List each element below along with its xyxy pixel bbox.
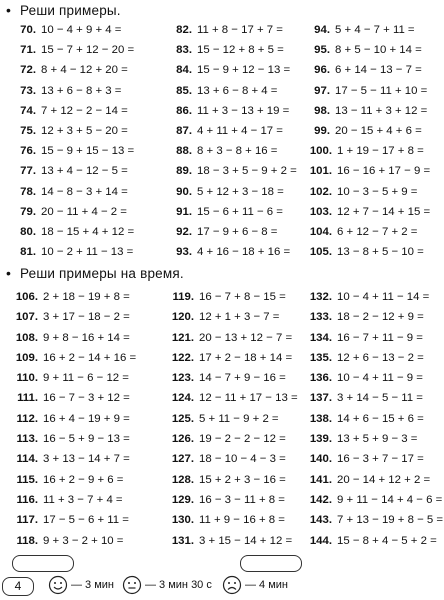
exercise-expression: 2 + 18 − 19 + 8 = (43, 291, 130, 303)
exercise-expression: 18 − 10 − 4 − 3 = (199, 453, 286, 466)
exercise (296, 60, 444, 80)
exercise-expression: 15 − 7 + 12 − 20 = (41, 44, 135, 57)
exercise-expression: 3 + 13 − 14 + 7 = (43, 453, 130, 466)
exercise-number: 76. (20, 145, 36, 158)
exercise (158, 429, 296, 449)
exercise-number: 107. (15, 311, 38, 324)
exercise (158, 60, 296, 80)
exercise-number: 105. (309, 246, 332, 259)
exercise (296, 182, 444, 202)
exercise-expression: 12 + 3 + 5 − 20 = (41, 124, 128, 137)
exercise (296, 242, 444, 262)
exercise-expression: 14 + 6 − 15 + 6 = (337, 412, 424, 425)
exercise-number: 131. (171, 534, 194, 547)
exercise-expression: 8 + 5 − 10 + 14 = (335, 44, 422, 57)
bullet-icon: • (6, 265, 12, 281)
exercise (158, 81, 296, 101)
exercise-number: 90. (176, 185, 192, 198)
exercise-expression: 16 + 4 − 19 + 9 = (43, 412, 130, 425)
exercise-number: 74. (20, 104, 36, 117)
exercise-number: 135. (309, 351, 332, 364)
exercise-number: 84. (176, 64, 192, 77)
exercise-expression: 10 − 2 + 11 − 13 = (41, 246, 134, 259)
exercise-expression: 11 + 9 − 16 + 8 = (199, 514, 285, 527)
exercise-number: 72. (20, 64, 36, 77)
exercise (158, 20, 296, 40)
exercise-expression: 13 − 11 + 3 + 12 = (335, 104, 428, 117)
exercise-number: 143. (309, 514, 332, 527)
exercise-number: 120. (171, 311, 194, 324)
exercise (296, 328, 444, 348)
exercise-expression: 18 − 2 − 12 + 9 = (337, 311, 424, 324)
bullet-icon: • (6, 2, 12, 18)
exercise (296, 348, 444, 368)
exercise-expression: 7 + 12 − 2 − 14 = (41, 104, 128, 117)
exercise (2, 510, 158, 530)
exercise-number: 88. (176, 145, 192, 158)
exercise-expression: 16 + 2 − 9 + 6 = (43, 473, 124, 486)
exercise-number: 103. (309, 205, 332, 218)
exercise-expression: 12 + 1 + 3 − 7 = (199, 311, 280, 324)
exercise-expression: 5 + 11 − 9 + 2 = (199, 412, 279, 425)
exercise-number: 142. (309, 493, 332, 506)
exercise-expression: 15 − 9 + 15 − 13 = (41, 145, 135, 158)
section-1-title: • Реши примеры. (6, 2, 121, 18)
exercise-expression: 9 + 8 − 16 + 14 = (43, 331, 130, 344)
exercise (158, 470, 296, 490)
exercise (158, 449, 296, 469)
exercise-number: 130. (171, 514, 194, 527)
exercise-expression: 3 + 17 − 18 − 2 = (43, 311, 130, 324)
exercise-number: 81. (20, 246, 36, 259)
exercise-expression: 8 + 4 − 12 + 20 = (41, 64, 128, 77)
exercise-expression: 13 − 8 + 5 − 10 = (337, 246, 424, 259)
exercise (296, 388, 444, 408)
exercise-number: 95. (314, 44, 330, 57)
exercise-expression: 14 − 7 + 9 − 16 = (199, 372, 286, 385)
exercise (296, 161, 444, 181)
exercise-number: 99. (314, 124, 330, 137)
exercise (158, 40, 296, 60)
exercise (2, 388, 158, 408)
exercise-expression: 16 − 7 + 8 − 15 = (199, 291, 286, 303)
exercises-grid-1 (2, 20, 444, 262)
exercise (2, 60, 158, 80)
exercise-number: 104. (309, 225, 332, 238)
exercise-number: 77. (20, 165, 36, 178)
exercise (2, 121, 158, 141)
exercise-number: 78. (20, 185, 36, 198)
exercise-number: 79. (20, 205, 36, 218)
exercise-number: 114. (16, 453, 38, 466)
exercise-number: 91. (176, 205, 192, 218)
exercise-number: 97. (314, 84, 330, 97)
exercise-expression: 13 + 6 − 8 + 4 = (197, 84, 278, 97)
exercise-expression: 7 + 13 − 19 + 8 − 5 = (337, 514, 444, 527)
exercise-number: 87. (176, 124, 192, 137)
exercise (2, 202, 158, 222)
exercise (296, 101, 444, 121)
exercise (296, 531, 444, 551)
exercise-expression: 4 + 11 + 4 − 17 = (197, 124, 283, 137)
exercise-expression: 12 − 11 + 17 − 13 = (199, 392, 298, 405)
exercise (158, 121, 296, 141)
exercise-number: 101. (309, 165, 332, 178)
exercise-number: 121. (171, 331, 194, 344)
exercise-number: 126. (171, 433, 194, 446)
exercise (158, 222, 296, 242)
exercise-expression: 20 − 11 + 4 − 2 = (41, 205, 127, 218)
exercise-expression: 6 + 14 − 13 − 7 = (335, 64, 422, 77)
exercise (2, 470, 158, 490)
exercise (296, 470, 444, 490)
exercise-number: 128. (171, 473, 194, 486)
exercise-number: 82. (176, 24, 192, 36)
exercise-number: 80. (20, 225, 36, 238)
time-answer-box-left[interactable] (12, 555, 74, 572)
exercise-expression: 8 + 3 − 8 + 16 = (197, 145, 278, 158)
footer (0, 555, 444, 600)
exercise-expression: 6 + 12 − 7 + 2 = (337, 225, 418, 238)
exercise-expression: 16 − 7 − 3 + 12 = (43, 392, 130, 405)
exercise-expression: 12 + 7 − 14 + 15 = (337, 205, 431, 218)
exercise (2, 101, 158, 121)
section-2-title: • Реши примеры на время. (6, 265, 184, 281)
exercise-number: 144. (309, 534, 332, 547)
exercise (2, 182, 158, 202)
exercise (2, 348, 158, 368)
exercise (2, 222, 158, 242)
exercise-number: 116. (16, 493, 38, 506)
exercise-expression: 10 − 3 − 5 + 9 = (337, 185, 418, 198)
exercise (2, 429, 158, 449)
exercise-number: 85. (176, 84, 192, 97)
exercise-expression: 20 − 14 + 12 + 2 = (337, 473, 431, 486)
exercise (296, 490, 444, 510)
exercise-number: 127. (171, 453, 194, 466)
exercise-expression: 5 + 4 − 7 + 11 = (335, 24, 415, 36)
exercise (2, 490, 158, 510)
exercise-number: 118. (16, 534, 38, 547)
exercise-number: 102. (309, 185, 332, 198)
exercise (296, 202, 444, 222)
exercise (2, 307, 158, 327)
exercise-expression: 17 + 2 − 18 + 14 = (199, 351, 293, 364)
exercise (296, 307, 444, 327)
exercise-number: 136. (309, 372, 332, 385)
exercise-number: 139. (309, 433, 332, 446)
exercise (296, 121, 444, 141)
exercise-number: 94. (314, 24, 330, 36)
exercise-number: 70. (20, 24, 36, 36)
exercise (2, 368, 158, 388)
exercise (2, 81, 158, 101)
exercise-expression: 13 + 5 + 9 − 3 = (337, 433, 418, 446)
exercises-grid-2 (2, 287, 444, 551)
exercise-number: 141. (309, 473, 332, 486)
exercise (296, 368, 444, 388)
exercise-expression: 16 + 2 − 14 + 16 = (43, 351, 137, 364)
exercise-number: 96. (314, 64, 330, 77)
exercise-number: 122. (171, 351, 194, 364)
exercise-expression: 16 − 3 − 11 + 8 = (199, 493, 285, 506)
happy-face-icon (48, 575, 68, 595)
exercise-number: 98. (314, 104, 330, 117)
time-answer-box-right[interactable] (240, 555, 302, 572)
exercise-number: 73. (20, 84, 36, 97)
exercise-number: 115. (16, 473, 38, 486)
exercise (296, 409, 444, 429)
exercise-expression: 3 + 15 − 14 + 12 = (199, 534, 293, 547)
exercise-number: 119. (172, 291, 194, 303)
exercise (158, 287, 296, 307)
exercise-number: 137. (309, 392, 332, 405)
exercise-number: 134. (309, 331, 332, 344)
exercise-number: 92. (176, 225, 192, 238)
exercise-number: 125. (171, 412, 194, 425)
exercise-expression: 9 + 11 − 6 − 12 = (43, 372, 129, 385)
exercise-expression: 10 − 4 + 9 + 4 = (41, 24, 122, 36)
exercise (296, 141, 444, 161)
exercise-number: 86. (176, 104, 192, 117)
exercise-expression: 17 − 5 − 6 + 11 = (43, 514, 129, 527)
exercise-expression: 9 + 3 − 2 + 10 = (43, 534, 124, 547)
exercise-expression: 14 − 8 − 3 + 14 = (41, 185, 128, 198)
exercise-expression: 20 − 13 + 12 − 7 = (199, 331, 293, 344)
exercise-number: 93. (176, 246, 192, 259)
exercise-number: 106. (15, 291, 38, 303)
exercise-number: 132. (309, 291, 332, 303)
exercise-number: 123. (171, 372, 194, 385)
exercise (2, 449, 158, 469)
exercise (158, 348, 296, 368)
exercise-number: 138. (309, 412, 332, 425)
exercise-expression: 15 − 9 + 12 − 13 = (197, 64, 291, 77)
exercise-expression: 15 − 8 + 4 − 5 + 2 = (337, 534, 437, 547)
exercise-number: 108. (15, 331, 38, 344)
exercise (2, 409, 158, 429)
exercise-expression: 4 + 16 − 18 + 16 = (197, 246, 291, 259)
exercise-number: 109. (15, 351, 38, 364)
exercise-expression: 10 − 4 + 11 − 9 = (337, 372, 423, 385)
neutral-face-icon (122, 575, 142, 595)
exercise (158, 490, 296, 510)
exercise-expression: 16 − 5 + 9 − 13 = (43, 433, 130, 446)
exercise (2, 161, 158, 181)
exercise-expression: 16 − 7 + 11 − 9 = (337, 331, 423, 344)
exercise (158, 242, 296, 262)
exercise-number: 100. (309, 145, 332, 158)
exercise (296, 429, 444, 449)
exercise-expression: 15 + 2 + 3 − 16 = (199, 473, 286, 486)
exercise-number: 83. (176, 44, 192, 57)
exercise-expression: 17 − 5 − 11 + 10 = (335, 84, 428, 97)
exercise-number: 113. (16, 433, 38, 446)
exercise-expression: 9 + 11 − 14 + 4 − 6 = (337, 493, 443, 506)
exercise (158, 409, 296, 429)
exercise-number: 110. (16, 372, 38, 385)
exercise (158, 328, 296, 348)
exercise-number: 112. (16, 412, 38, 425)
exercise (2, 287, 158, 307)
exercise (296, 510, 444, 530)
legend-item-3min30s: — 3 мин 30 с (122, 575, 212, 595)
exercise-expression: 15 − 6 + 11 − 6 = (197, 205, 283, 218)
exercise (2, 40, 158, 60)
exercise-number: 140. (309, 453, 332, 466)
exercise (2, 141, 158, 161)
exercise-expression: 20 − 15 + 4 + 6 = (335, 124, 422, 137)
exercise-number: 71. (20, 44, 36, 57)
exercise-expression: 15 − 12 + 8 + 5 = (197, 44, 284, 57)
exercise-number: 111. (17, 392, 38, 405)
exercise (296, 20, 444, 40)
exercise (158, 161, 296, 181)
exercise (296, 449, 444, 469)
exercise-expression: 11 + 3 − 7 + 4 = (43, 493, 123, 506)
exercise (296, 287, 444, 307)
exercise (158, 182, 296, 202)
exercise-expression: 19 − 2 − 2 − 12 = (199, 433, 286, 446)
exercise (2, 20, 158, 40)
exercise (296, 222, 444, 242)
exercise (2, 242, 158, 262)
exercise (158, 202, 296, 222)
exercise-number: 133. (309, 311, 332, 324)
exercise-expression: 18 − 3 + 5 − 9 + 2 = (197, 165, 297, 178)
exercise-expression: 3 + 14 − 5 − 11 = (337, 392, 423, 405)
exercise (2, 328, 158, 348)
exercise (158, 307, 296, 327)
legend-item-4min: — 4 мин (222, 575, 288, 595)
exercise-number: 124. (171, 392, 194, 405)
exercise-expression: 13 + 6 − 8 + 3 = (41, 84, 122, 97)
exercise-expression: 5 + 12 + 3 − 18 = (197, 185, 284, 198)
exercise-number: 89. (176, 165, 192, 178)
page-number: 4 (2, 577, 34, 596)
exercise-expression: 11 + 8 − 17 + 7 = (197, 24, 283, 36)
exercise-expression: 16 − 3 + 7 − 17 = (337, 453, 424, 466)
exercise-expression: 17 − 9 + 6 − 8 = (197, 225, 278, 238)
sad-face-icon (222, 575, 242, 595)
exercise-expression: 1 + 19 − 17 + 8 = (337, 145, 424, 158)
exercise-expression: 13 + 4 − 12 − 5 = (41, 165, 128, 178)
exercise (296, 81, 444, 101)
exercise-expression: 12 + 6 − 13 − 2 = (337, 351, 424, 364)
exercise (158, 368, 296, 388)
exercise-expression: 18 − 15 + 4 + 12 = (41, 225, 135, 238)
exercise-expression: 11 + 3 − 13 + 19 = (197, 104, 290, 117)
exercise-number: 117. (16, 514, 38, 527)
exercise (158, 388, 296, 408)
exercise (158, 141, 296, 161)
exercise (158, 531, 296, 551)
exercise-expression: 10 − 4 + 11 − 14 = (337, 291, 430, 303)
exercise (158, 510, 296, 530)
exercise-number: 129. (171, 493, 194, 506)
exercise (158, 101, 296, 121)
exercise-number: 75. (20, 124, 36, 137)
exercise (296, 40, 444, 60)
exercise (2, 531, 158, 551)
legend-item-3min: — 3 мин (48, 575, 114, 595)
exercise-expression: 16 − 16 + 17 − 9 = (337, 165, 431, 178)
